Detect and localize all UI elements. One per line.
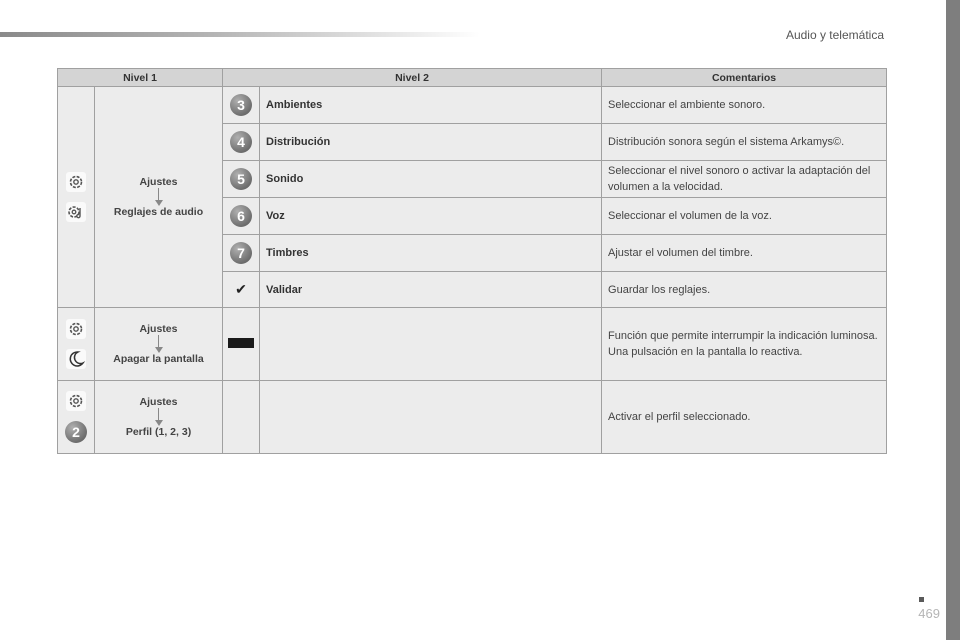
audio-icons-cell xyxy=(58,87,95,308)
screen-comment-line1: Función que permite interrumpir la indicación luminosa. xyxy=(608,330,878,342)
audio-settings-icon xyxy=(66,202,86,222)
number-badge[interactable]: 3 xyxy=(230,94,252,116)
item-cell: Sonido xyxy=(260,161,602,198)
column-header-comments: Comentarios xyxy=(602,69,887,87)
page-number: 469 xyxy=(918,606,940,621)
comment-cell xyxy=(602,308,887,381)
moon-icon xyxy=(66,349,86,369)
number-badge: 2 xyxy=(65,421,87,443)
settings-gear-icon xyxy=(66,172,86,192)
section-title: Audio y telemática xyxy=(785,28,884,42)
down-arrow-icon xyxy=(95,335,222,353)
comment-cell: Distribución sonora según el sistema Arkamys©. xyxy=(602,124,887,161)
comment-cell: Guardar los reglajes. xyxy=(602,272,887,308)
screen-level1-bottom: Apagar la pantalla xyxy=(113,353,204,365)
number-badge[interactable]: 6 xyxy=(230,205,252,227)
profile-icons-cell xyxy=(58,381,95,454)
screen-level1-top: Ajustes xyxy=(139,323,178,335)
comment-cell: Seleccionar el volumen de la voz. xyxy=(602,198,887,235)
settings-gear-icon xyxy=(66,391,86,411)
settings-gear-icon xyxy=(66,319,86,339)
screen-off-button[interactable] xyxy=(228,338,254,348)
column-header-level1: Nivel 1 xyxy=(58,69,223,87)
audio-level1-top: Ajustes xyxy=(139,176,178,188)
profile-level1-bottom: Perfil (1, 2, 3) xyxy=(125,426,192,438)
item-cell: Distribución xyxy=(260,124,602,161)
table-row xyxy=(58,87,887,124)
comment-cell: Activar el perfil seleccionado. xyxy=(602,381,887,454)
badge-cell xyxy=(223,87,260,124)
settings-table xyxy=(57,68,887,454)
screen-off-button-cell xyxy=(223,308,260,381)
screen-level1-cell xyxy=(95,308,223,381)
screen-icons-cell xyxy=(58,308,95,381)
number-badge[interactable]: 5 xyxy=(230,168,252,190)
badge-cell xyxy=(223,272,260,308)
badge-cell xyxy=(223,198,260,235)
down-arrow-icon xyxy=(95,408,222,426)
item-cell: Ambientes xyxy=(260,87,602,124)
column-header-level2: Nivel 2 xyxy=(223,69,602,87)
number-badge[interactable]: 4 xyxy=(230,131,252,153)
empty-cell xyxy=(260,308,602,381)
badge-cell xyxy=(223,161,260,198)
number-badge[interactable]: 7 xyxy=(230,242,252,264)
item-cell: Timbres xyxy=(260,235,602,272)
check-icon[interactable]: ✔ xyxy=(235,281,247,297)
profile-level1-top: Ajustes xyxy=(139,396,178,408)
header-gradient-bar xyxy=(0,32,480,37)
page-marker-dot xyxy=(919,597,924,602)
audio-level1-cell xyxy=(95,87,223,308)
badge-cell xyxy=(223,124,260,161)
table-row xyxy=(58,381,887,454)
comment-cell: Ajustar el volumen del timbre. xyxy=(602,235,887,272)
profile-level1-cell xyxy=(95,381,223,454)
page-edge-strip xyxy=(946,0,960,640)
badge-cell xyxy=(223,235,260,272)
empty-cell xyxy=(223,381,260,454)
screen-comment-line2: Una pulsación en la pantalla lo reactiva. xyxy=(608,346,803,358)
down-arrow-icon xyxy=(95,188,222,206)
empty-cell xyxy=(260,381,602,454)
comment-cell: Seleccionar el nivel sonoro o activar la adaptación del volumen a la velocidad. xyxy=(602,161,887,198)
table-row xyxy=(58,308,887,381)
comment-cell: Seleccionar el ambiente sonoro. xyxy=(602,87,887,124)
settings-table-wrapper xyxy=(57,68,887,454)
table-header-row xyxy=(58,69,887,87)
audio-level1-bottom: Reglajes de audio xyxy=(113,206,204,218)
item-cell: Validar xyxy=(260,272,602,308)
item-cell: Voz xyxy=(260,198,602,235)
